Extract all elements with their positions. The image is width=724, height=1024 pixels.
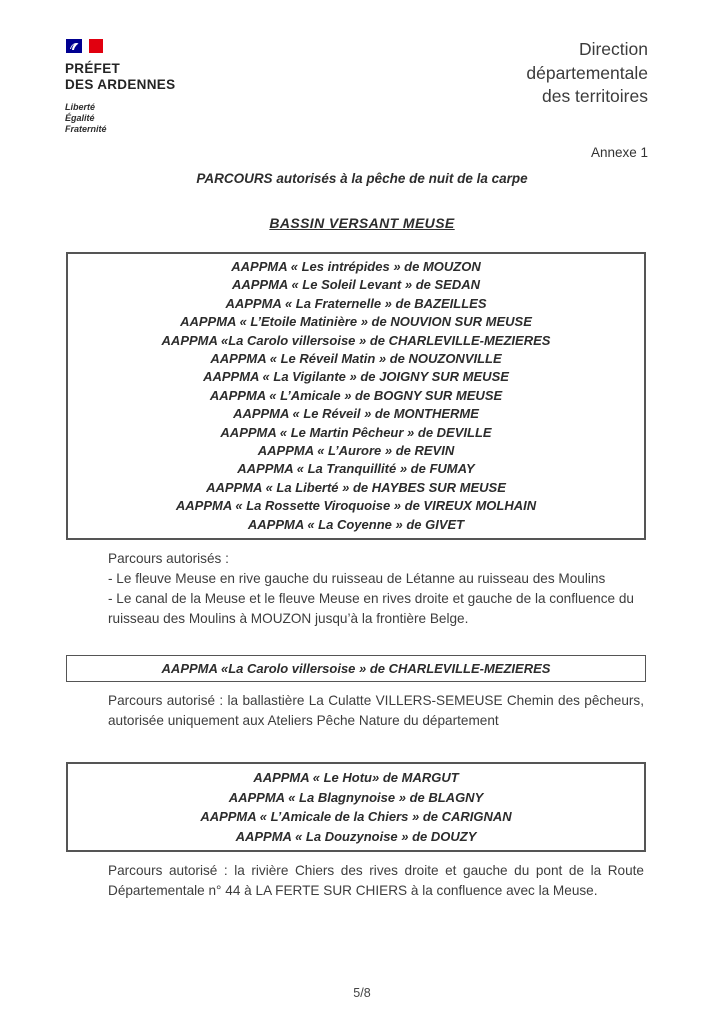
agency-motto	[65, 102, 175, 135]
aappma-entry: AAPPMA « La Vigilante » de JOIGNY SUR MEUSE	[203, 369, 509, 385]
motto-egalite: Égalité	[65, 113, 95, 123]
aappma-entry: AAPPMA « Le Hotu» de MARGUT	[253, 770, 459, 786]
agency-name-line1: PRÉFET	[65, 61, 121, 76]
parcours-bullet: - Le canal de la Meuse et le fleuve Meuse en rives droite et gauche de la confluence du ruisseau des Moulins à MOUZON jusqu’à la frontière Belge.	[108, 591, 634, 627]
aappma-box-chiers	[66, 762, 646, 852]
direction-line3: des territoires	[541, 86, 648, 106]
agency-name	[65, 61, 175, 93]
agency-block	[65, 38, 175, 135]
french-flag-icon	[65, 38, 175, 55]
aappma-entry: AAPPMA « La Fraternelle » de BAZEILLES	[225, 295, 487, 311]
agency-name-line2: DES ARDENNES	[65, 77, 176, 92]
aappma-entry: AAPPMA « L’Amicale » de BOGNY SUR MEUSE	[209, 387, 503, 403]
aappma-entry: AAPPMA « Le Réveil Matin » de NOUZONVILLE	[210, 351, 502, 367]
direction-line1: Direction	[578, 39, 648, 59]
aappma-entry: AAPPMA « Le Soleil Levant » de SEDAN	[231, 277, 481, 293]
aappma-entry: AAPPMA « La Tranquillité » de FUMAY	[237, 461, 475, 477]
aappma-entry: AAPPMA « La Blagnynoise » de BLAGNY	[228, 789, 484, 805]
document-header	[0, 0, 724, 135]
aappma-entry: AAPPMA «La Carolo villersoise » de CHARLEVILLE-MEZIERES	[161, 661, 551, 677]
aappma-entry: AAPPMA « L’Aurore » de REVIN	[257, 443, 455, 459]
aappma-entry: AAPPMA «La Carolo villersoise » de CHARLEVILLE-MEZIERES	[161, 332, 551, 348]
parcours-paragraph-charleville: Parcours autorisé : la ballastière La Culatte VILLERS-SEMEUSE Chemin des pêcheurs, autorisée uniquement aux Ateliers Pêche Nature du département	[108, 693, 644, 729]
direction-block	[526, 38, 648, 135]
page-number: 5/8	[353, 986, 371, 1000]
aappma-box-meuse	[66, 252, 646, 540]
aappma-entry: AAPPMA « Le Martin Pêcheur » de DEVILLE	[220, 424, 492, 440]
parcours-paragraph-chiers: Parcours autorisé : la rivière Chiers des rives droite et gauche du pont de la Route Départementale n° 44 à LA FERTE SUR CHIERS à la confluence avec la Meuse.	[108, 863, 644, 899]
aappma-entry: AAPPMA « La Liberté » de HAYBES SUR MEUSE	[206, 479, 506, 495]
annex-label: Annexe 1	[590, 145, 648, 160]
motto-liberte: Liberté	[65, 102, 96, 112]
parcours-bullet: - Le fleuve Meuse en rive gauche du ruisseau de Létanne au ruisseau des Moulins	[108, 571, 606, 587]
document-title: PARCOURS autorisés à la pêche de nuit de la carpe	[196, 171, 528, 186]
parcours-intro: Parcours autorisés :	[108, 551, 229, 567]
section-heading: BASSIN VERSANT MEUSE	[269, 215, 455, 231]
aappma-entry: AAPPMA « L’Etoile Matinière » de NOUVION SUR MEUSE	[180, 314, 532, 330]
parcours-paragraph-meuse	[108, 549, 644, 629]
aappma-entry: AAPPMA « Les intrépides » de MOUZON	[231, 259, 481, 274]
aappma-entry: AAPPMA « L’Amicale de la Chiers » de CARIGNAN	[200, 809, 512, 825]
motto-fraternite: Fraternité	[65, 124, 107, 134]
direction-line2: départementale	[526, 62, 648, 83]
aappma-entry: AAPPMA « La Coyenne » de GIVET	[247, 516, 465, 532]
aappma-box-charleville	[66, 655, 646, 682]
aappma-entry: AAPPMA « La Douzynoise » de DOUZY	[235, 828, 477, 844]
aappma-entry: AAPPMA « Le Réveil » de MONTHERME	[233, 406, 479, 422]
aappma-entry: AAPPMA « La Rossette Viroquoise » de VIREUX MOLHAIN	[175, 498, 537, 514]
